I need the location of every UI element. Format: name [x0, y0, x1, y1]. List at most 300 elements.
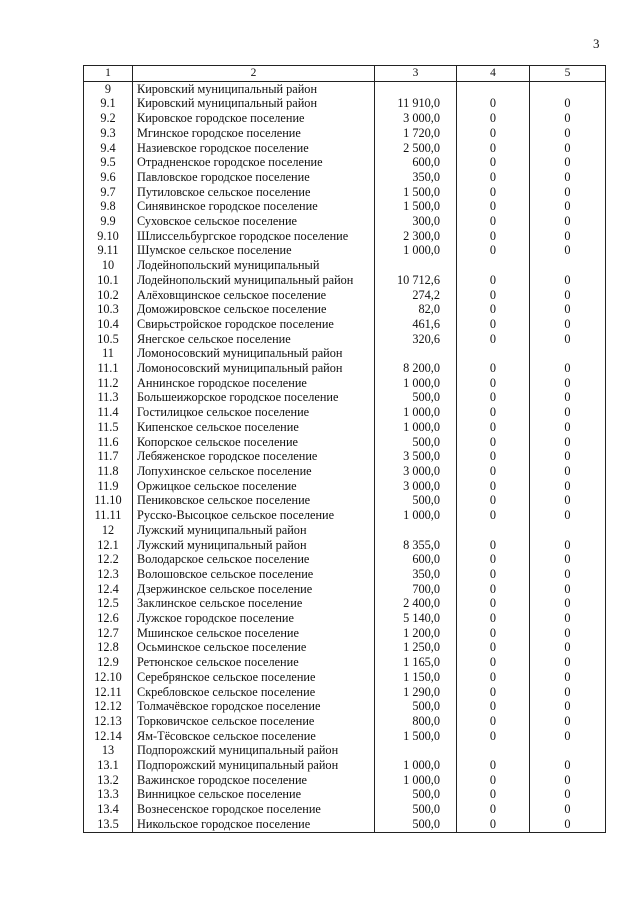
column-5-value: 0	[530, 817, 606, 832]
table-row	[84, 508, 606, 523]
amount-value	[375, 743, 457, 758]
amount-value: 1 165,0	[375, 655, 457, 670]
municipality-name: Алёховщинское сельское поселение	[133, 288, 375, 303]
column-4-value	[457, 523, 530, 538]
column-5-value: 0	[530, 111, 606, 126]
amount-value: 8 200,0	[375, 361, 457, 376]
amount-value: 1 720,0	[375, 126, 457, 141]
row-number: 9.3	[84, 126, 133, 141]
amount-value: 3 500,0	[375, 449, 457, 464]
row-number: 12.8	[84, 640, 133, 655]
table-row	[84, 229, 606, 244]
column-5-value: 0	[530, 199, 606, 214]
municipality-name: Пениковское сельское поселение	[133, 493, 375, 508]
table-row	[84, 655, 606, 670]
column-4-value: 0	[457, 685, 530, 700]
column-4-value: 0	[457, 273, 530, 288]
amount-value: 1 000,0	[375, 758, 457, 773]
table-row	[84, 640, 606, 655]
column-header: 4	[457, 66, 530, 82]
column-5-value: 0	[530, 538, 606, 553]
column-4-value: 0	[457, 640, 530, 655]
column-5-value: 0	[530, 302, 606, 317]
table-row	[84, 685, 606, 700]
amount-value: 5 140,0	[375, 611, 457, 626]
row-number: 9.9	[84, 214, 133, 229]
municipality-name: Русско-Высоцкое сельское поселение	[133, 508, 375, 523]
column-5-value	[530, 346, 606, 361]
table-row	[84, 729, 606, 744]
column-4-value: 0	[457, 626, 530, 641]
column-4-value: 0	[457, 699, 530, 714]
municipality-name: Лопухинское сельское поселение	[133, 464, 375, 479]
column-4-value: 0	[457, 111, 530, 126]
table-row	[84, 420, 606, 435]
row-number: 12.11	[84, 685, 133, 700]
table-row	[84, 449, 606, 464]
column-5-value: 0	[530, 243, 606, 258]
row-number: 13	[84, 743, 133, 758]
municipality-name: Волошовское сельское поселение	[133, 567, 375, 582]
row-number: 11	[84, 346, 133, 361]
column-5-value: 0	[530, 640, 606, 655]
row-number: 9.10	[84, 229, 133, 244]
amount-value: 350,0	[375, 567, 457, 582]
row-number: 11.3	[84, 390, 133, 405]
municipality-name: Володарское сельское поселение	[133, 552, 375, 567]
column-5-value	[530, 258, 606, 273]
table-row	[84, 552, 606, 567]
municipality-name: Торковичское сельское поселение	[133, 714, 375, 729]
row-number: 11.7	[84, 449, 133, 464]
amount-value: 2 300,0	[375, 229, 457, 244]
municipality-name: Шумское сельское поселение	[133, 243, 375, 258]
table-row	[84, 126, 606, 141]
table-row	[84, 199, 606, 214]
column-4-value: 0	[457, 435, 530, 450]
amount-value: 3 000,0	[375, 479, 457, 494]
column-4-value: 0	[457, 405, 530, 420]
amount-value: 320,6	[375, 332, 457, 347]
column-4-value: 0	[457, 449, 530, 464]
table-header-row	[84, 66, 606, 82]
row-number: 9.5	[84, 155, 133, 170]
column-5-value: 0	[530, 390, 606, 405]
column-5-value: 0	[530, 611, 606, 626]
municipality-name: Мгинское городское поселение	[133, 126, 375, 141]
amount-value: 3 000,0	[375, 111, 457, 126]
row-number: 9.4	[84, 141, 133, 156]
table-row	[84, 288, 606, 303]
column-4-value: 0	[457, 479, 530, 494]
row-number: 12	[84, 523, 133, 538]
row-number: 9.8	[84, 199, 133, 214]
column-5-value	[530, 523, 606, 538]
table-row	[84, 670, 606, 685]
table-row	[84, 361, 606, 376]
column-4-value: 0	[457, 332, 530, 347]
municipality-name: Дзержинское сельское поселение	[133, 582, 375, 597]
column-4-value: 0	[457, 361, 530, 376]
municipality-name: Доможировское сельское поселение	[133, 302, 375, 317]
municipality-name: Скребловское сельское поселение	[133, 685, 375, 700]
municipality-name: Гостилицкое сельское поселение	[133, 405, 375, 420]
column-header: 5	[530, 66, 606, 82]
amount-value: 2 500,0	[375, 141, 457, 156]
column-5-value: 0	[530, 96, 606, 111]
row-number: 11.6	[84, 435, 133, 450]
row-number: 10.5	[84, 332, 133, 347]
column-4-value	[457, 346, 530, 361]
amount-value: 3 000,0	[375, 464, 457, 479]
table-row	[84, 214, 606, 229]
municipality-name: Кипенское сельское поселение	[133, 420, 375, 435]
amount-value	[375, 346, 457, 361]
municipality-name: Синявинское городское поселение	[133, 199, 375, 214]
row-number: 12.7	[84, 626, 133, 641]
column-5-value: 0	[530, 405, 606, 420]
municipality-name: Оржицкое сельское поселение	[133, 479, 375, 494]
table-row	[84, 493, 606, 508]
municipality-name: Кировский муниципальный район	[133, 96, 375, 111]
amount-value: 300,0	[375, 214, 457, 229]
column-4-value: 0	[457, 170, 530, 185]
column-5-value: 0	[530, 582, 606, 597]
column-4-value: 0	[457, 611, 530, 626]
row-number: 12.9	[84, 655, 133, 670]
row-number: 13.3	[84, 787, 133, 802]
column-4-value	[457, 258, 530, 273]
row-number: 9	[84, 81, 133, 96]
column-4-value: 0	[457, 317, 530, 332]
row-number: 12.1	[84, 538, 133, 553]
column-5-value: 0	[530, 773, 606, 788]
row-number: 11.11	[84, 508, 133, 523]
municipality-name: Кировское городское поселение	[133, 111, 375, 126]
municipality-name: Янегское сельское поселение	[133, 332, 375, 347]
municipality-name: Лужское городское поселение	[133, 611, 375, 626]
municipality-name: Винницкое сельское поселение	[133, 787, 375, 802]
column-5-value: 0	[530, 229, 606, 244]
municipality-name: Ломоносовский муниципальный район	[133, 361, 375, 376]
amount-value: 1 150,0	[375, 670, 457, 685]
amount-value: 800,0	[375, 714, 457, 729]
amount-value: 1 000,0	[375, 405, 457, 420]
column-5-value: 0	[530, 141, 606, 156]
table-row	[84, 743, 606, 758]
column-5-value: 0	[530, 758, 606, 773]
row-number: 12.3	[84, 567, 133, 582]
amount-value: 600,0	[375, 552, 457, 567]
column-5-value: 0	[530, 170, 606, 185]
municipality-name: Ям-Тёсовское сельское поселение	[133, 729, 375, 744]
column-4-value: 0	[457, 714, 530, 729]
column-4-value: 0	[457, 493, 530, 508]
row-number: 12.12	[84, 699, 133, 714]
column-4-value: 0	[457, 787, 530, 802]
column-5-value: 0	[530, 376, 606, 391]
table-row	[84, 464, 606, 479]
row-number: 10.2	[84, 288, 133, 303]
row-number: 12.5	[84, 596, 133, 611]
table-row	[84, 243, 606, 258]
table-row	[84, 170, 606, 185]
column-4-value: 0	[457, 420, 530, 435]
amount-value: 600,0	[375, 155, 457, 170]
column-5-value: 0	[530, 787, 606, 802]
row-number: 9.7	[84, 185, 133, 200]
row-number: 9.6	[84, 170, 133, 185]
table-row	[84, 596, 606, 611]
column-4-value: 0	[457, 802, 530, 817]
column-4-value	[457, 743, 530, 758]
table-row	[84, 346, 606, 361]
amount-value: 500,0	[375, 435, 457, 450]
table-row	[84, 81, 606, 96]
column-5-value: 0	[530, 332, 606, 347]
column-4-value: 0	[457, 670, 530, 685]
row-number: 10	[84, 258, 133, 273]
column-5-value: 0	[530, 449, 606, 464]
table-row	[84, 376, 606, 391]
table-row	[84, 714, 606, 729]
row-number: 13.2	[84, 773, 133, 788]
column-4-value: 0	[457, 185, 530, 200]
row-number: 10.3	[84, 302, 133, 317]
table-row	[84, 302, 606, 317]
amount-value: 1 000,0	[375, 508, 457, 523]
amount-value: 11 910,0	[375, 96, 457, 111]
amount-value: 500,0	[375, 390, 457, 405]
column-5-value: 0	[530, 508, 606, 523]
row-number: 13.4	[84, 802, 133, 817]
column-5-value: 0	[530, 155, 606, 170]
table-row	[84, 479, 606, 494]
row-number: 11.9	[84, 479, 133, 494]
row-number: 12.10	[84, 670, 133, 685]
municipality-name: Заклинское сельское поселение	[133, 596, 375, 611]
column-5-value: 0	[530, 317, 606, 332]
amount-value	[375, 258, 457, 273]
municipality-name: Путиловское сельское поселение	[133, 185, 375, 200]
column-5-value: 0	[530, 802, 606, 817]
table-row	[84, 111, 606, 126]
municipality-name: Назиевское городское поселение	[133, 141, 375, 156]
row-number: 12.2	[84, 552, 133, 567]
table-row	[84, 96, 606, 111]
column-5-value: 0	[530, 567, 606, 582]
municipality-name: Лужский муниципальный район	[133, 538, 375, 553]
column-4-value: 0	[457, 229, 530, 244]
amount-value: 1 200,0	[375, 626, 457, 641]
column-4-value: 0	[457, 817, 530, 832]
column-5-value	[530, 743, 606, 758]
table-row	[84, 802, 606, 817]
table-row	[84, 787, 606, 802]
municipality-name: Суховское сельское поселение	[133, 214, 375, 229]
column-4-value: 0	[457, 96, 530, 111]
column-4-value: 0	[457, 655, 530, 670]
amount-value: 1 000,0	[375, 773, 457, 788]
column-4-value: 0	[457, 155, 530, 170]
amount-value: 1 000,0	[375, 376, 457, 391]
row-number: 9.11	[84, 243, 133, 258]
amount-value: 8 355,0	[375, 538, 457, 553]
municipality-name: Копорское сельское поселение	[133, 435, 375, 450]
table-row	[84, 405, 606, 420]
column-4-value: 0	[457, 464, 530, 479]
column-4-value	[457, 81, 530, 96]
amount-value: 500,0	[375, 787, 457, 802]
column-5-value: 0	[530, 699, 606, 714]
table-row	[84, 817, 606, 832]
column-4-value: 0	[457, 126, 530, 141]
municipality-name: Никольское городское поселение	[133, 817, 375, 832]
column-5-value: 0	[530, 729, 606, 744]
column-4-value: 0	[457, 141, 530, 156]
column-4-value: 0	[457, 773, 530, 788]
amount-value: 500,0	[375, 493, 457, 508]
amount-value: 1 000,0	[375, 243, 457, 258]
municipality-name: Важинское городское поселение	[133, 773, 375, 788]
table-row	[84, 390, 606, 405]
table-row	[84, 155, 606, 170]
amount-value: 1 290,0	[375, 685, 457, 700]
column-header: 3	[375, 66, 457, 82]
municipality-name: Большеижорское городское поселение	[133, 390, 375, 405]
municipality-name: Отрадненское городское поселение	[133, 155, 375, 170]
column-5-value: 0	[530, 493, 606, 508]
column-4-value: 0	[457, 758, 530, 773]
column-5-value: 0	[530, 126, 606, 141]
amount-value: 500,0	[375, 817, 457, 832]
amount-value: 2 400,0	[375, 596, 457, 611]
amount-value	[375, 523, 457, 538]
column-5-value: 0	[530, 420, 606, 435]
column-5-value: 0	[530, 714, 606, 729]
row-number: 13.1	[84, 758, 133, 773]
table-row	[84, 258, 606, 273]
municipality-name: Аннинское городское поселение	[133, 376, 375, 391]
municipality-name: Мшинское сельское поселение	[133, 626, 375, 641]
row-number: 9.1	[84, 96, 133, 111]
table-row	[84, 611, 606, 626]
column-4-value: 0	[457, 199, 530, 214]
row-number: 11.8	[84, 464, 133, 479]
column-5-value: 0	[530, 552, 606, 567]
column-5-value: 0	[530, 273, 606, 288]
amount-value: 500,0	[375, 802, 457, 817]
amount-value: 10 712,6	[375, 273, 457, 288]
column-5-value: 0	[530, 626, 606, 641]
row-number: 12.14	[84, 729, 133, 744]
municipality-name: Свирьстройское городское поселение	[133, 317, 375, 332]
column-5-value: 0	[530, 596, 606, 611]
column-4-value: 0	[457, 552, 530, 567]
row-number: 10.1	[84, 273, 133, 288]
column-4-value: 0	[457, 302, 530, 317]
amount-value: 1 500,0	[375, 185, 457, 200]
column-4-value: 0	[457, 729, 530, 744]
row-number: 9.2	[84, 111, 133, 126]
column-5-value: 0	[530, 185, 606, 200]
table-row	[84, 582, 606, 597]
row-number: 12.4	[84, 582, 133, 597]
municipality-name: Лодейнопольский муниципальный	[133, 258, 375, 273]
column-5-value: 0	[530, 655, 606, 670]
row-number: 11.4	[84, 405, 133, 420]
table-row	[84, 626, 606, 641]
amount-value: 82,0	[375, 302, 457, 317]
municipality-name: Осьминское сельское поселение	[133, 640, 375, 655]
table-row	[84, 699, 606, 714]
amount-value: 1 500,0	[375, 199, 457, 214]
column-4-value: 0	[457, 567, 530, 582]
municipality-name: Ломоносовский муниципальный район	[133, 346, 375, 361]
amount-value: 350,0	[375, 170, 457, 185]
municipality-name: Толмачёвское городское поселение	[133, 699, 375, 714]
municipality-name: Павловское городское поселение	[133, 170, 375, 185]
row-number: 11.5	[84, 420, 133, 435]
table-row	[84, 332, 606, 347]
column-4-value: 0	[457, 538, 530, 553]
column-4-value: 0	[457, 508, 530, 523]
municipality-name: Кировский муниципальный район	[133, 81, 375, 96]
column-4-value: 0	[457, 243, 530, 258]
column-5-value: 0	[530, 288, 606, 303]
table-row	[84, 538, 606, 553]
column-header: 1	[84, 66, 133, 82]
column-4-value: 0	[457, 214, 530, 229]
row-number: 11.1	[84, 361, 133, 376]
amount-value: 274,2	[375, 288, 457, 303]
column-5-value: 0	[530, 685, 606, 700]
amount-value: 500,0	[375, 699, 457, 714]
page-number: 3	[593, 36, 600, 51]
column-4-value: 0	[457, 582, 530, 597]
column-4-value: 0	[457, 390, 530, 405]
column-4-value: 0	[457, 288, 530, 303]
amount-value: 1 500,0	[375, 729, 457, 744]
row-number: 13.5	[84, 817, 133, 832]
row-number: 11.2	[84, 376, 133, 391]
municipality-name: Серебрянское сельское поселение	[133, 670, 375, 685]
table-row	[84, 317, 606, 332]
row-number: 11.10	[84, 493, 133, 508]
row-number: 12.13	[84, 714, 133, 729]
municipality-name: Ретюнское сельское поселение	[133, 655, 375, 670]
table-row	[84, 185, 606, 200]
municipality-name: Лебяженское городское поселение	[133, 449, 375, 464]
amount-value: 700,0	[375, 582, 457, 597]
municipality-name: Лодейнопольский муниципальный район	[133, 273, 375, 288]
amount-value: 461,6	[375, 317, 457, 332]
column-5-value: 0	[530, 479, 606, 494]
table-row	[84, 141, 606, 156]
column-4-value: 0	[457, 376, 530, 391]
column-5-value	[530, 81, 606, 96]
table-row	[84, 773, 606, 788]
allocation-table	[83, 65, 606, 833]
municipality-name: Лужский муниципальный район	[133, 523, 375, 538]
amount-value: 1 250,0	[375, 640, 457, 655]
row-number: 10.4	[84, 317, 133, 332]
column-5-value: 0	[530, 670, 606, 685]
column-header: 2	[133, 66, 375, 82]
table-row	[84, 523, 606, 538]
amount-value	[375, 81, 457, 96]
table-row	[84, 758, 606, 773]
